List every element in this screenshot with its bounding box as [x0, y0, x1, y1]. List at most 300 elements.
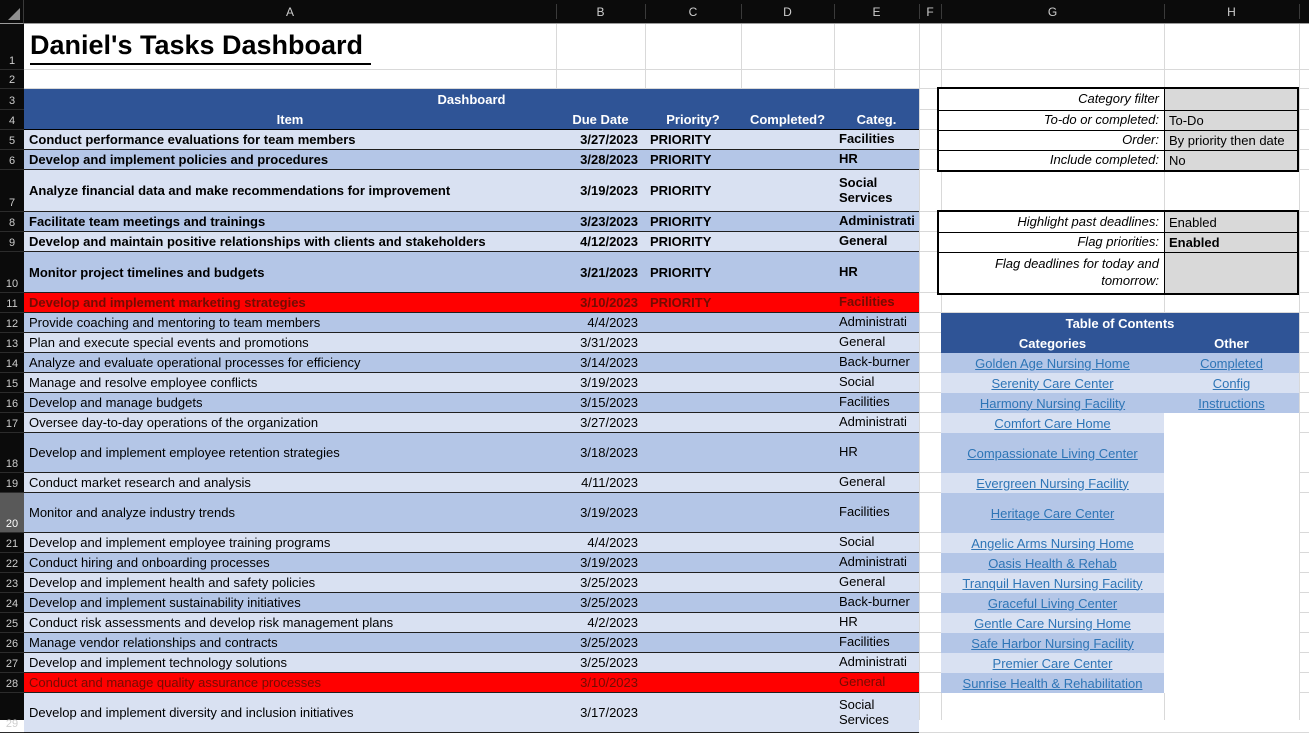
toc-category-cell: [941, 573, 1164, 593]
task-due-date-cell[interactable]: 3/10/2023: [580, 295, 638, 310]
toc-category-cell: [941, 533, 1164, 553]
task-row: [24, 150, 919, 170]
task-due-date-cell[interactable]: 3/15/2023: [580, 395, 638, 410]
table-of-contents: [941, 313, 1299, 693]
toc-other-cell: [1164, 673, 1299, 693]
task-completed-cell[interactable]: [741, 473, 834, 492]
sheet-title-cell[interactable]: [30, 30, 371, 65]
task-priority-cell[interactable]: PRIORITY: [650, 132, 712, 147]
toc-link-config[interactable]: Config: [1212, 375, 1251, 391]
toc-category-cell: [941, 593, 1164, 613]
task-completed-cell[interactable]: [741, 232, 834, 251]
task-priority-cell[interactable]: [645, 653, 741, 672]
task-priority-cell[interactable]: [645, 613, 741, 632]
task-item-cell[interactable]: Plan and execute special events and promotions: [29, 335, 309, 350]
toc-row: [941, 353, 1299, 373]
config-label-include-completed[interactable]: Include completed:: [1049, 152, 1159, 168]
toc-other-cell[interactable]: [1164, 393, 1299, 413]
task-item-cell[interactable]: Monitor project timelines and budgets: [29, 264, 265, 280]
toc-title: Table of Contents: [941, 313, 1299, 333]
toc-link-angelic-arms-nursing-home[interactable]: Angelic Arms Nursing Home: [971, 535, 1134, 551]
toc-category-cell: [941, 433, 1164, 473]
task-completed-cell[interactable]: [741, 533, 834, 552]
column-header-c[interactable]: C: [688, 4, 698, 19]
toc-other-cell: [1164, 653, 1299, 673]
task-due-date-cell[interactable]: 3/17/2023: [580, 705, 638, 720]
task-item-cell[interactable]: Develop and implement marketing strategies: [29, 295, 306, 310]
sheet-canvas: [24, 24, 1309, 727]
config-label-flag-priorities[interactable]: Flag priorities:: [1077, 234, 1159, 250]
task-item-cell[interactable]: Conduct hiring and onboarding processes: [29, 555, 270, 570]
task-item-cell[interactable]: Manage vendor relationships and contracts: [29, 635, 278, 650]
task-priority-cell[interactable]: [645, 493, 741, 532]
task-priority-cell[interactable]: [645, 593, 741, 612]
task-priority-cell[interactable]: PRIORITY: [650, 183, 712, 198]
task-due-date-cell[interactable]: 3/18/2023: [580, 445, 638, 460]
task-completed-cell[interactable]: [741, 693, 834, 732]
task-category-cell[interactable]: Facilities: [839, 394, 890, 410]
column-header-bar: [24, 0, 1309, 24]
toc-row: [941, 593, 1299, 613]
column-divider: [1299, 4, 1300, 19]
task-due-date-cell[interactable]: 4/4/2023: [587, 315, 638, 330]
task-row: [24, 473, 919, 493]
task-due-date-cell[interactable]: 3/10/2023: [580, 675, 638, 690]
task-row: [24, 433, 919, 473]
row-number-8[interactable]: 8: [0, 212, 24, 232]
toc-link-comfort-care-home[interactable]: Comfort Care Home: [994, 415, 1111, 431]
task-item-cell[interactable]: Develop and implement health and safety policies: [29, 575, 316, 590]
task-due-date-cell[interactable]: 3/23/2023: [580, 214, 638, 229]
task-priority-cell[interactable]: [645, 313, 741, 332]
toc-category-cell: [941, 353, 1164, 373]
toc-row: [941, 493, 1299, 533]
toc-category-cell: [941, 613, 1164, 633]
sheet-title: Daniel's Tasks Dashboard: [30, 30, 371, 65]
task-item-cell[interactable]: Facilitate team meetings and trainings: [29, 214, 266, 229]
config-label-order[interactable]: Order:: [1122, 132, 1159, 148]
toc-link-premier-care-center[interactable]: Premier Care Center: [992, 655, 1113, 671]
toc-category-cell: [941, 553, 1164, 573]
task-completed-cell[interactable]: [741, 673, 834, 692]
task-due-date-cell[interactable]: 4/12/2023: [580, 234, 638, 249]
toc-other-cell: [1164, 533, 1299, 553]
toc-link-golden-age-nursing-home[interactable]: Golden Age Nursing Home: [975, 355, 1130, 371]
task-item-cell[interactable]: Conduct risk assessments and develop risk management plans: [29, 615, 394, 630]
task-category-cell[interactable]: Facilities: [839, 504, 890, 520]
task-priority-cell[interactable]: [645, 693, 741, 732]
task-row: [24, 293, 919, 313]
row-number-26[interactable]: 26: [0, 633, 24, 653]
task-priority-cell[interactable]: [645, 433, 741, 472]
toc-other-cell[interactable]: [1164, 353, 1299, 373]
task-item-cell[interactable]: Provide coaching and mentoring to team members: [29, 315, 321, 330]
row-number-3[interactable]: 3: [0, 89, 24, 110]
row-number-1[interactable]: 1: [0, 24, 24, 70]
toc-header-row: [941, 333, 1299, 353]
row-number-29[interactable]: 29: [0, 693, 24, 733]
row-number-24[interactable]: 24: [0, 593, 24, 613]
toc-row: [941, 473, 1299, 493]
task-due-date-cell[interactable]: 3/27/2023: [580, 415, 638, 430]
task-due-date-cell[interactable]: 4/11/2023: [581, 475, 638, 490]
task-completed-cell[interactable]: [741, 653, 834, 672]
task-completed-cell[interactable]: [741, 493, 834, 532]
toc-row: [941, 633, 1299, 653]
row-number-22[interactable]: 22: [0, 553, 24, 573]
task-item-cell[interactable]: Monitor and analyze industry trends: [29, 505, 235, 520]
column-header-g[interactable]: G: [1047, 4, 1058, 19]
toc-other-cell: [1164, 553, 1299, 573]
task-item-cell[interactable]: Develop and implement technology solutions: [29, 655, 287, 670]
config-label-highlight-past-deadlines[interactable]: Highlight past deadlines:: [1017, 213, 1159, 229]
toc-category-cell: [941, 413, 1164, 433]
task-due-date-cell[interactable]: 3/25/2023: [580, 655, 638, 670]
row-number-13[interactable]: 13: [0, 333, 24, 353]
task-completed-cell[interactable]: [741, 170, 834, 211]
task-item-cell[interactable]: Develop and implement policies and procedures: [29, 152, 329, 167]
select-all-corner[interactable]: [0, 0, 24, 24]
toc-row: [941, 533, 1299, 553]
column-header-f[interactable]: F: [926, 4, 934, 19]
task-priority-cell[interactable]: PRIORITY: [650, 152, 712, 167]
task-priority-cell[interactable]: [645, 473, 741, 492]
task-category-cell[interactable]: HR: [839, 614, 858, 630]
toc-row: [941, 673, 1299, 693]
task-category-cell[interactable]: Facilities: [839, 294, 895, 310]
toc-category-cell: [941, 373, 1164, 393]
config-label-to-do-or-completed[interactable]: To-do or completed:: [1043, 112, 1159, 128]
task-priority-cell[interactable]: [645, 413, 741, 432]
task-completed-cell[interactable]: [741, 413, 834, 432]
task-priority-cell[interactable]: PRIORITY: [650, 295, 712, 310]
toc-row: [941, 553, 1299, 573]
task-category-cell[interactable]: General: [839, 334, 886, 350]
task-due-date-cell[interactable]: 3/19/2023: [580, 375, 638, 390]
task-priority-cell[interactable]: [645, 533, 741, 552]
config-value-include-completed[interactable]: No: [1164, 151, 1297, 170]
task-category-cell[interactable]: Back-burner: [839, 354, 910, 370]
row-number-21[interactable]: 21: [0, 533, 24, 553]
config-label-category-filter[interactable]: Category filter: [1078, 91, 1159, 107]
toc-row: [941, 393, 1299, 413]
column-divider: [834, 4, 835, 19]
toc-other-cell: [1164, 633, 1299, 653]
toc-categories-header: Categories: [1018, 335, 1087, 351]
toc-other-cell: [1164, 433, 1299, 473]
toc-other-cell[interactable]: [1164, 373, 1299, 393]
task-category-cell[interactable]: General: [839, 474, 886, 490]
task-item-cell[interactable]: Analyze and evaluate operational processes for efficiency: [29, 355, 361, 370]
task-due-date-cell[interactable]: 4/2/2023: [587, 615, 638, 630]
task-due-date-cell[interactable]: 3/21/2023: [580, 264, 638, 280]
task-category-cell[interactable]: Facilities: [839, 131, 895, 147]
row-number-23[interactable]: 23: [0, 573, 24, 593]
task-due-date-cell[interactable]: 3/19/2023: [580, 555, 638, 570]
task-category-cell[interactable]: Back-burner: [839, 594, 910, 610]
column-header-due-date[interactable]: Due Date: [572, 112, 629, 127]
config-row: [939, 130, 1297, 150]
row-number-7[interactable]: 7: [0, 170, 24, 212]
task-row: [24, 493, 919, 533]
task-completed-cell[interactable]: [741, 313, 834, 332]
config-label-flag-deadlines-for-today-and-tomorrow[interactable]: Flag deadlines for today and tomorrow:: [994, 256, 1159, 288]
task-completed-cell[interactable]: [741, 212, 834, 231]
task-category-cell[interactable]: Social: [839, 374, 875, 390]
config-value-to-do-or-completed[interactable]: To-Do: [1164, 111, 1297, 130]
toc-category-cell: [941, 633, 1164, 653]
task-item-cell[interactable]: Oversee day-to-day operations of the organization: [29, 415, 319, 430]
column-header-d[interactable]: D: [783, 4, 792, 19]
task-category-cell[interactable]: HR: [839, 263, 858, 279]
toc-category-cell: [941, 473, 1164, 493]
task-item-cell[interactable]: Conduct market research and analysis: [29, 475, 251, 490]
row-number-10[interactable]: 10: [0, 252, 24, 293]
task-row: [24, 693, 919, 733]
task-row: [24, 393, 919, 413]
task-category-cell[interactable]: Social: [839, 534, 875, 550]
config-value-category-filter[interactable]: [1164, 89, 1297, 110]
task-row: [24, 170, 919, 212]
task-category-cell[interactable]: General: [839, 674, 886, 690]
column-header-b[interactable]: B: [596, 4, 605, 19]
toc-row: [941, 433, 1299, 473]
column-header-completed[interactable]: Completed?: [749, 112, 826, 127]
toc-link-instructions[interactable]: Instructions: [1198, 395, 1265, 411]
task-row: [24, 573, 919, 593]
task-row: [24, 673, 919, 693]
task-row: [24, 252, 919, 293]
gridline-h: [24, 69, 1309, 70]
task-row: [24, 593, 919, 613]
task-category-cell[interactable]: Social Services: [839, 174, 893, 205]
task-category-cell[interactable]: General: [839, 574, 886, 590]
task-category-cell[interactable]: Social Services: [839, 696, 889, 727]
toc-rows: [941, 353, 1299, 693]
task-item-cell[interactable]: Manage and resolve employee conflicts: [29, 375, 258, 390]
task-row: [24, 130, 919, 150]
dashboard-table-title[interactable]: Dashboard: [24, 89, 919, 110]
config-value-flag-priorities[interactable]: Enabled: [1164, 233, 1297, 252]
task-completed-cell[interactable]: [741, 393, 834, 412]
task-category-cell[interactable]: HR: [839, 444, 858, 460]
task-item-cell[interactable]: Develop and implement sustainability initiatives: [29, 595, 301, 610]
row-number-11[interactable]: 11: [0, 293, 24, 313]
toc-other-cell: [1164, 473, 1299, 493]
row-number-19[interactable]: 19: [0, 473, 24, 493]
task-category-cell[interactable]: Facilities: [839, 634, 890, 650]
column-header-categ[interactable]: Categ.: [856, 112, 897, 127]
task-due-date-cell[interactable]: 3/25/2023: [580, 595, 638, 610]
row-number-17[interactable]: 17: [0, 413, 24, 433]
row-number-2[interactable]: 2: [0, 70, 24, 89]
task-due-date-cell[interactable]: 4/4/2023: [587, 535, 638, 550]
task-due-date-cell[interactable]: 3/25/2023: [580, 635, 638, 650]
toc-other-cell: [1164, 613, 1299, 633]
row-number-14[interactable]: 14: [0, 353, 24, 373]
task-item-cell[interactable]: Develop and implement employee training programs: [29, 535, 331, 550]
task-row: [24, 373, 919, 393]
column-header-item[interactable]: Item: [276, 112, 304, 127]
toc-category-cell: [941, 673, 1164, 693]
toc-category-cell: [941, 653, 1164, 673]
row-header-bar: [0, 24, 24, 730]
task-due-date-cell[interactable]: 3/19/2023: [580, 183, 638, 198]
task-category-cell[interactable]: Administrati: [839, 554, 907, 570]
task-due-date-cell[interactable]: 3/25/2023: [580, 575, 638, 590]
column-header-priority[interactable]: Priority?: [666, 112, 720, 127]
task-completed-cell[interactable]: [741, 252, 834, 292]
config-value-highlight-past-deadlines[interactable]: Enabled: [1164, 212, 1297, 232]
task-due-date-cell[interactable]: 3/28/2023: [580, 152, 638, 167]
task-due-date-cell[interactable]: 3/14/2023: [580, 355, 638, 370]
column-divider: [941, 4, 942, 19]
task-due-date-cell[interactable]: 3/27/2023: [580, 132, 638, 147]
column-header-e[interactable]: E: [872, 4, 881, 19]
select-all-triangle-icon: [8, 8, 20, 20]
toc-other-cell: [1164, 493, 1299, 533]
toc-link-oasis-health-rehab[interactable]: Oasis Health & Rehab: [988, 555, 1117, 571]
dashboard-task-rows: [24, 130, 919, 733]
row-number-27[interactable]: 27: [0, 653, 24, 673]
toc-other-cell: [1164, 593, 1299, 613]
config-row: [939, 150, 1297, 170]
task-priority-cell[interactable]: [645, 393, 741, 412]
task-item-cell[interactable]: Conduct performance evaluations for team members: [29, 132, 356, 147]
task-row: [24, 413, 919, 433]
toc-row: [941, 573, 1299, 593]
config-value-flag-deadlines-for-today-and-tomorrow[interactable]: [1164, 253, 1297, 293]
dashboard-table-header-row: [24, 110, 919, 130]
task-row: [24, 613, 919, 633]
task-item-cell[interactable]: Analyze financial data and make recommendations for improvement: [29, 183, 451, 198]
row-number-20[interactable]: 20: [0, 493, 24, 533]
row-number-16[interactable]: 16: [0, 393, 24, 413]
column-header-a[interactable]: A: [285, 4, 294, 19]
task-completed-cell[interactable]: [741, 593, 834, 612]
toc-link-evergreen-nursing-facility[interactable]: Evergreen Nursing Facility: [976, 475, 1129, 491]
config-value-order[interactable]: By priority then date: [1164, 131, 1297, 150]
column-divider: [919, 4, 920, 19]
config-row: [939, 232, 1297, 252]
toc-link-completed[interactable]: Completed: [1200, 355, 1263, 371]
row-number-15[interactable]: 15: [0, 373, 24, 393]
task-completed-cell[interactable]: [741, 553, 834, 572]
task-completed-cell[interactable]: [741, 573, 834, 592]
task-completed-cell[interactable]: [741, 353, 834, 372]
task-row: [24, 653, 919, 673]
toc-category-cell: [941, 393, 1164, 413]
task-category-cell[interactable]: Administrati: [839, 314, 907, 330]
task-priority-cell[interactable]: PRIORITY: [650, 214, 712, 229]
task-completed-cell[interactable]: [741, 373, 834, 392]
toc-row: [941, 653, 1299, 673]
task-row: [24, 232, 919, 252]
task-completed-cell[interactable]: [741, 293, 834, 312]
task-category-cell[interactable]: Administrati: [839, 654, 907, 670]
task-row: [24, 353, 919, 373]
row-number-28[interactable]: 28: [0, 673, 24, 693]
task-completed-cell[interactable]: [741, 333, 834, 352]
toc-link-gentle-care-nursing-home[interactable]: Gentle Care Nursing Home: [974, 615, 1131, 631]
config-row: [939, 110, 1297, 130]
task-priority-cell[interactable]: [645, 353, 741, 372]
column-divider: [556, 4, 557, 19]
row-number-9[interactable]: 9: [0, 232, 24, 252]
row-number-12[interactable]: 12: [0, 313, 24, 333]
task-due-date-cell[interactable]: 3/31/2023: [580, 335, 638, 350]
task-row: [24, 533, 919, 553]
filter-panel: [937, 87, 1299, 172]
task-priority-cell[interactable]: [645, 673, 741, 692]
task-due-date-cell[interactable]: 3/19/2023: [580, 505, 638, 520]
task-completed-cell[interactable]: [741, 613, 834, 632]
task-item-cell[interactable]: Develop and manage budgets: [29, 395, 203, 410]
task-item-cell[interactable]: Develop and implement employee retention strategies: [29, 445, 340, 460]
task-item-cell[interactable]: Develop and maintain positive relationships with clients and stakeholders: [29, 234, 486, 249]
toc-link-harmony-nursing-facility[interactable]: Harmony Nursing Facility: [979, 395, 1126, 411]
row-number-4[interactable]: 4: [0, 110, 24, 130]
task-row: [24, 313, 919, 333]
task-category-cell[interactable]: Administrati: [839, 213, 915, 229]
task-row: [24, 553, 919, 573]
task-priority-cell[interactable]: [645, 573, 741, 592]
toc-link-heritage-care-center[interactable]: Heritage Care Center: [990, 505, 1115, 521]
toc-link-safe-harbor-nursing-facility[interactable]: Safe Harbor Nursing Facility: [971, 635, 1134, 651]
task-row: [24, 333, 919, 353]
toc-row: [941, 613, 1299, 633]
config-row: [939, 212, 1297, 232]
task-category-cell[interactable]: Administrati: [839, 414, 907, 430]
flags-panel: [937, 210, 1299, 295]
task-priority-cell[interactable]: [645, 633, 741, 652]
column-divider: [645, 4, 646, 19]
toc-other-header: Other: [1214, 335, 1249, 351]
row-number-25[interactable]: 25: [0, 613, 24, 633]
toc-link-serenity-care-center[interactable]: Serenity Care Center: [991, 375, 1114, 391]
task-item-cell[interactable]: Conduct and manage quality assurance processes: [29, 675, 321, 690]
toc-link-tranquil-haven-nursing-facility[interactable]: Tranquil Haven Nursing Facility: [962, 575, 1143, 591]
toc-link-sunrise-health-rehabilitation[interactable]: Sunrise Health & Rehabilitation: [962, 675, 1143, 691]
task-completed-cell[interactable]: [741, 130, 834, 149]
config-row: [939, 89, 1297, 110]
toc-other-cell: [1164, 573, 1299, 593]
row-number-18[interactable]: 18: [0, 433, 24, 473]
task-completed-cell[interactable]: [741, 633, 834, 652]
task-category-cell[interactable]: HR: [839, 151, 858, 167]
row-number-5[interactable]: 5: [0, 130, 24, 150]
toc-other-cell: [1164, 413, 1299, 433]
task-row: [24, 212, 919, 232]
toc-link-graceful-living-center[interactable]: Graceful Living Center: [987, 595, 1118, 611]
task-priority-cell[interactable]: PRIORITY: [650, 264, 712, 280]
toc-row: [941, 373, 1299, 393]
task-priority-cell[interactable]: [645, 553, 741, 572]
task-completed-cell[interactable]: [741, 150, 834, 169]
task-completed-cell[interactable]: [741, 433, 834, 472]
task-priority-cell[interactable]: [645, 333, 741, 352]
column-divider: [1164, 4, 1165, 19]
toc-link-compassionate-living-center[interactable]: Compassionate Living Center: [967, 445, 1138, 461]
task-priority-cell[interactable]: [645, 373, 741, 392]
column-header-h[interactable]: H: [1227, 4, 1236, 19]
dashboard-table: [24, 89, 919, 733]
task-priority-cell[interactable]: PRIORITY: [650, 234, 712, 249]
row-number-6[interactable]: 6: [0, 150, 24, 170]
task-category-cell[interactable]: General: [839, 233, 888, 249]
toc-row: [941, 413, 1299, 433]
task-item-cell[interactable]: Develop and implement diversity and inclusion initiatives: [29, 705, 354, 720]
